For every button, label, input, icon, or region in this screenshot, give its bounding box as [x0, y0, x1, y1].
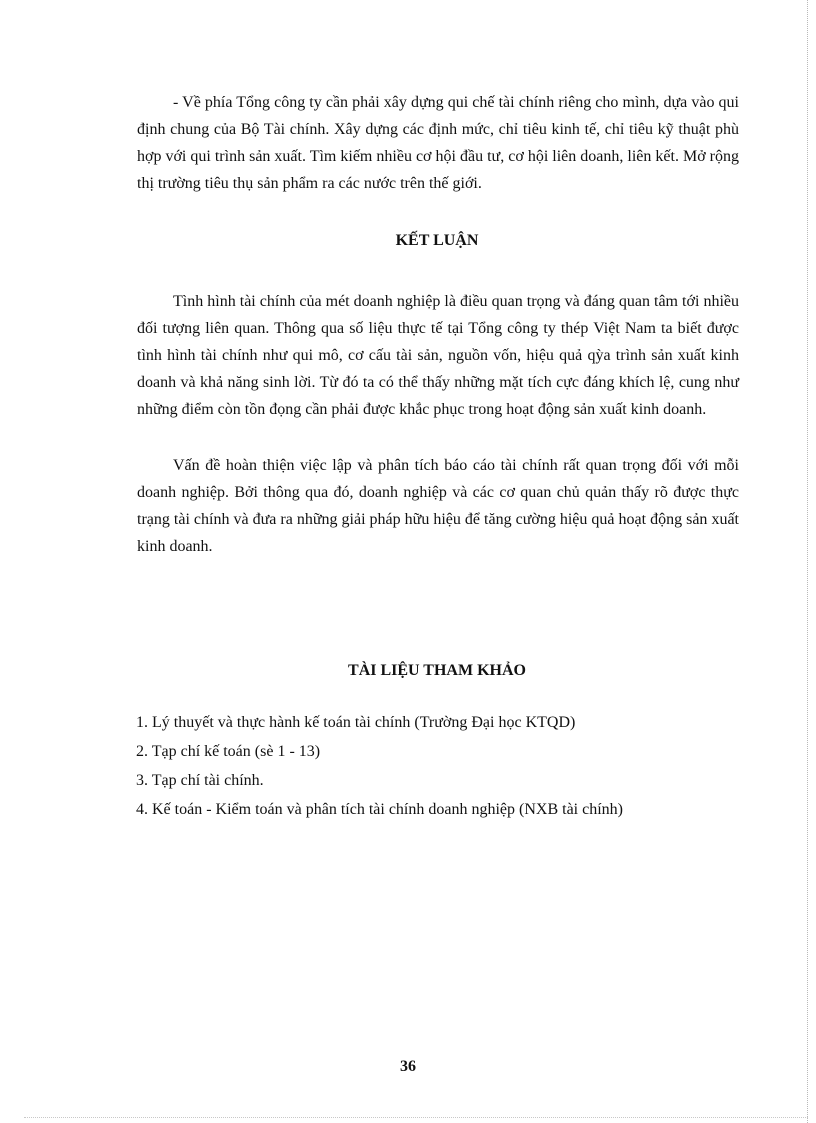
reference-item: 4. Kế toán - Kiểm toán và phân tích tài chính doanh nghiệp (NXB tài chính) [136, 801, 623, 818]
reference-item: 2. Tạp chí kế toán (sè 1 - 13) [136, 743, 321, 760]
page-border-right [807, 0, 808, 1123]
conclusion-heading: KẾT LUẬN [395, 232, 479, 249]
reference-list [136, 708, 746, 824]
page-border-bottom [24, 1117, 808, 1118]
references-heading: TÀI LIỆU THAM KHẢO [348, 662, 526, 679]
page-number: 36 [400, 1058, 416, 1075]
body-paragraph: Tình hình tài chính của mét doanh nghiệp là điều quan trọng và đáng quan tâm tới nhiều đối tượng liên quan. Thông qua số liệu thực tế tại Tổng công ty thép Việt Nam ta biết được tình hình tài chính như qui mô, cơ cấu tài sản, nguồn vốn, hiệu quả qỳa trình sản xuất kinh doanh và khả năng sinh lời. Từ đó ta có thể thấy những mặt tích cực đáng khích lệ, cung như những điểm còn tồn đọng cần phải được khắc phục trong hoạt động sản xuất kinh doanh. [137, 293, 739, 418]
reference-item: 3. Tạp chí tài chính. [136, 772, 264, 789]
body-paragraph: Vấn đề hoàn thiện việc lập và phân tích báo cáo tài chính rất quan trọng đối với mỗi doanh nghiệp. Bởi thông qua đó, doanh nghiệp và các cơ quan chủ quản thấy rõ được thực trạng tài chính và đưa ra những giải pháp hữu hiệu để tăng cường hiệu quả hoạt động sản xuất kinh doanh. [137, 457, 739, 555]
reference-item: 1. Lý thuyết và thực hành kế toán tài chính (Trường Đại học KTQD) [136, 714, 576, 731]
body-paragraph: - Về phía Tổng công ty cần phải xây dựng qui chế tài chính riêng cho mình, dựa vào qui định chung của Bộ Tài chính. Xây dựng các định mức, chỉ tiêu kinh tế, chỉ tiêu kỹ thuật phù hợp với qui trình sản xuất. Tìm kiếm nhiều cơ hội đầu tư, cơ hội liên doanh, liên kết. Mở rộng thị trường tiêu thụ sản phẩm ra các nước trên thế giới. [137, 94, 739, 192]
